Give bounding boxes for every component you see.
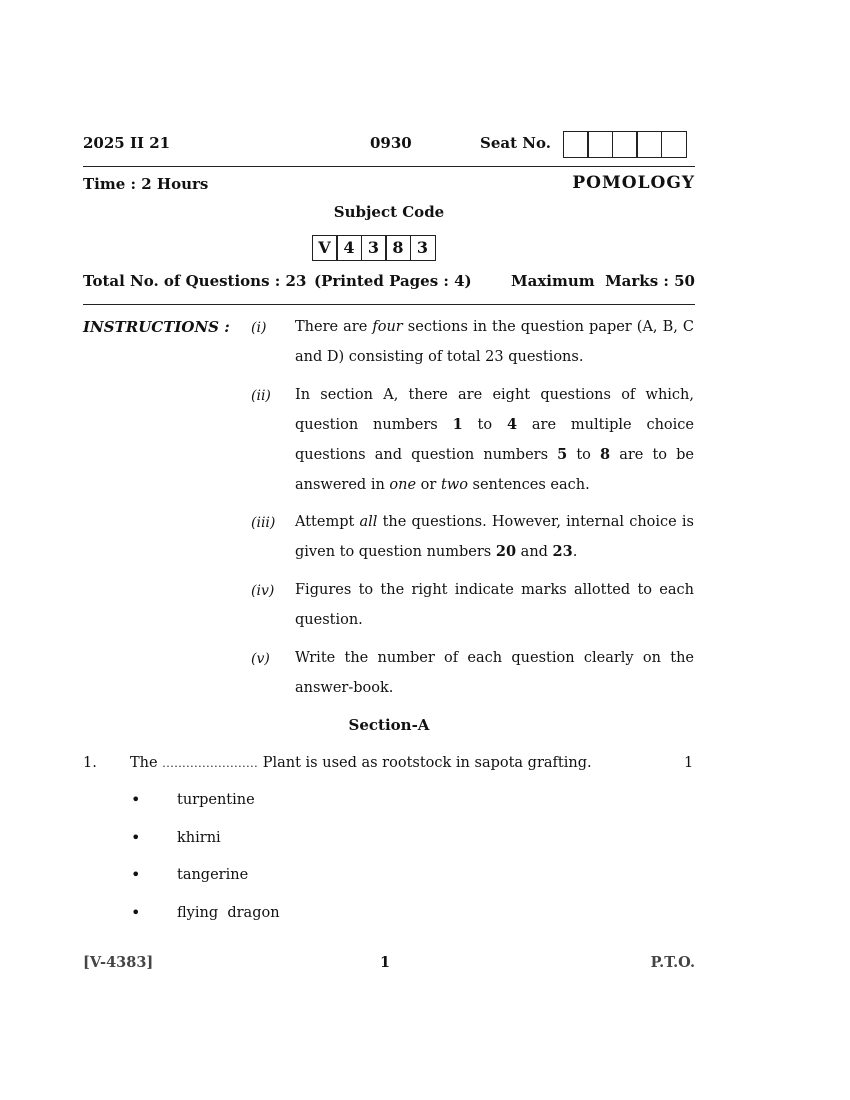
subject-code-char: 3: [361, 235, 387, 261]
instruction-number: (i): [251, 320, 267, 336]
subject-code-char: 8: [385, 235, 411, 261]
seat-number-boxes: [564, 131, 687, 158]
subject-code-label: Subject Code: [333, 203, 445, 221]
bullet-icon: •: [131, 828, 141, 847]
page-number: 1: [380, 954, 391, 971]
subject-code-char: 3: [410, 235, 436, 261]
header-rule-bottom: [83, 304, 695, 305]
subject-code-char: 4: [336, 235, 362, 261]
answer-blank: ........................: [162, 757, 259, 770]
time-allowed: Time : 2 Hours: [83, 175, 209, 193]
seat-box: [563, 131, 589, 158]
paper-code: 0930: [370, 134, 412, 152]
option: flying dragon: [177, 905, 280, 921]
bullet-icon: •: [131, 903, 141, 922]
instruction-item: Write the number of each question clearly on the answer-book.: [295, 650, 694, 696]
question-text: The ........................ Plant is used as rootstock in sapota grafting.: [130, 755, 592, 771]
seat-box: [636, 131, 662, 158]
printed-pages: (Printed Pages : 4): [314, 272, 472, 290]
header-rule-top: [83, 166, 695, 167]
section-title: Section-A: [348, 716, 430, 734]
instruction-number: (iii): [251, 515, 276, 531]
instruction-number: (iv): [251, 583, 275, 599]
footer-code: [V-4383]: [83, 954, 154, 971]
instruction-item: Figures to the right indicate marks allotted to each question.: [295, 582, 694, 628]
subject-code-char: V: [312, 235, 338, 261]
instruction-number: (v): [251, 651, 270, 667]
bullet-icon: •: [131, 865, 141, 884]
option: turpentine: [177, 792, 255, 808]
total-questions: Total No. of Questions : 23: [83, 272, 307, 290]
bullet-icon: •: [131, 790, 141, 809]
instruction-item: Attempt all the questions. However, internal choice is given to question numbers 20 and 23.: [295, 514, 694, 560]
instruction-number: (ii): [251, 388, 271, 404]
exam-code: 2025 II 21: [83, 134, 171, 152]
pto-label: P.T.O.: [650, 954, 695, 971]
seat-label: Seat No.: [480, 134, 551, 152]
instruction-item: In section A, there are eight questions of which, question numbers 1 to 4 are multiple choice questions and question numbers 5 to 8 are to be answered in one or two sentences each.: [295, 387, 694, 493]
option: khirni: [177, 830, 221, 846]
maximum-marks: Maximum Marks : 50: [511, 272, 695, 290]
question-number: 1.: [83, 755, 97, 771]
seat-box: [587, 131, 613, 158]
seat-box: [661, 131, 687, 158]
instruction-item: There are four sections in the question paper (A, B, C and D) consisting of total 23 questions.: [295, 319, 694, 365]
subject-title: POMOLOGY: [572, 173, 695, 193]
option: tangerine: [177, 867, 249, 883]
question-marks: 1: [684, 755, 694, 771]
instructions-label: INSTRUCTIONS :: [83, 318, 230, 336]
subject-code-boxes: [313, 235, 436, 261]
seat-box: [612, 131, 638, 158]
